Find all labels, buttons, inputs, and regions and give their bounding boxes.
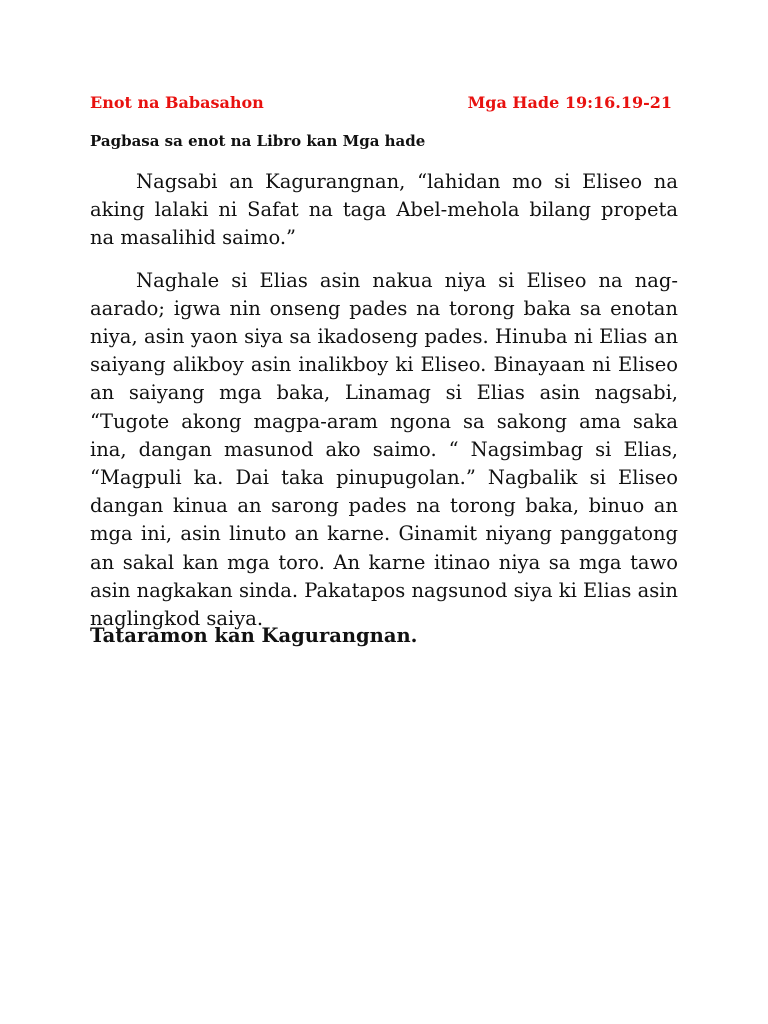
reading-body — [90, 168, 678, 647]
paragraph-2: Naghale si Elias asin nakua niya si Eliseo na nag-aarado; igwa nin onseng pades na torong baka sa enotan niya, asin yaon siya sa ikadoseng pades. Hinuba ni Elias an saiyang alikboy asin inalikboy ki Eliseo. Binayaan ni Eliseo an saiyang mga baka, Linamag si Elias asin nagsabi, “Tugote akong magpa-aram ngona sa sakong ama saka ina, dangan masunod ako saimo. “ Nagsimbag si Elias, “Magpuli ka. Dai taka pinupugolan.” Nagbalik si Eliseo dangan kinua an sarong pades na torong baka, binuo an mga ini, asin linuto an karne. Ginamit niyang panggatong an sakal kan mga toro. An karne itinao niya sa mga tawo asin nagkakan sinda. Pakatapos nagsunod siya ki Elias asin naglingkod saiya. — [90, 268, 678, 631]
scripture-reference: Mga Hade 19:16.19-21 — [467, 93, 672, 112]
paragraph-1: Nagsabi an Kagurangnan, “lahidan mo si Eliseo na aking lalaki ni Safat na taga Abel-mehola bilang propeta na masalihid saimo.” — [90, 170, 678, 250]
reading-title: Pagbasa sa enot na Libro kan Mga hade — [90, 132, 426, 150]
reading-label: Enot na Babasahon — [90, 93, 264, 112]
closing-acclamation: Tataramon kan Kagurangnan. — [90, 624, 418, 647]
reading-header — [90, 93, 672, 115]
